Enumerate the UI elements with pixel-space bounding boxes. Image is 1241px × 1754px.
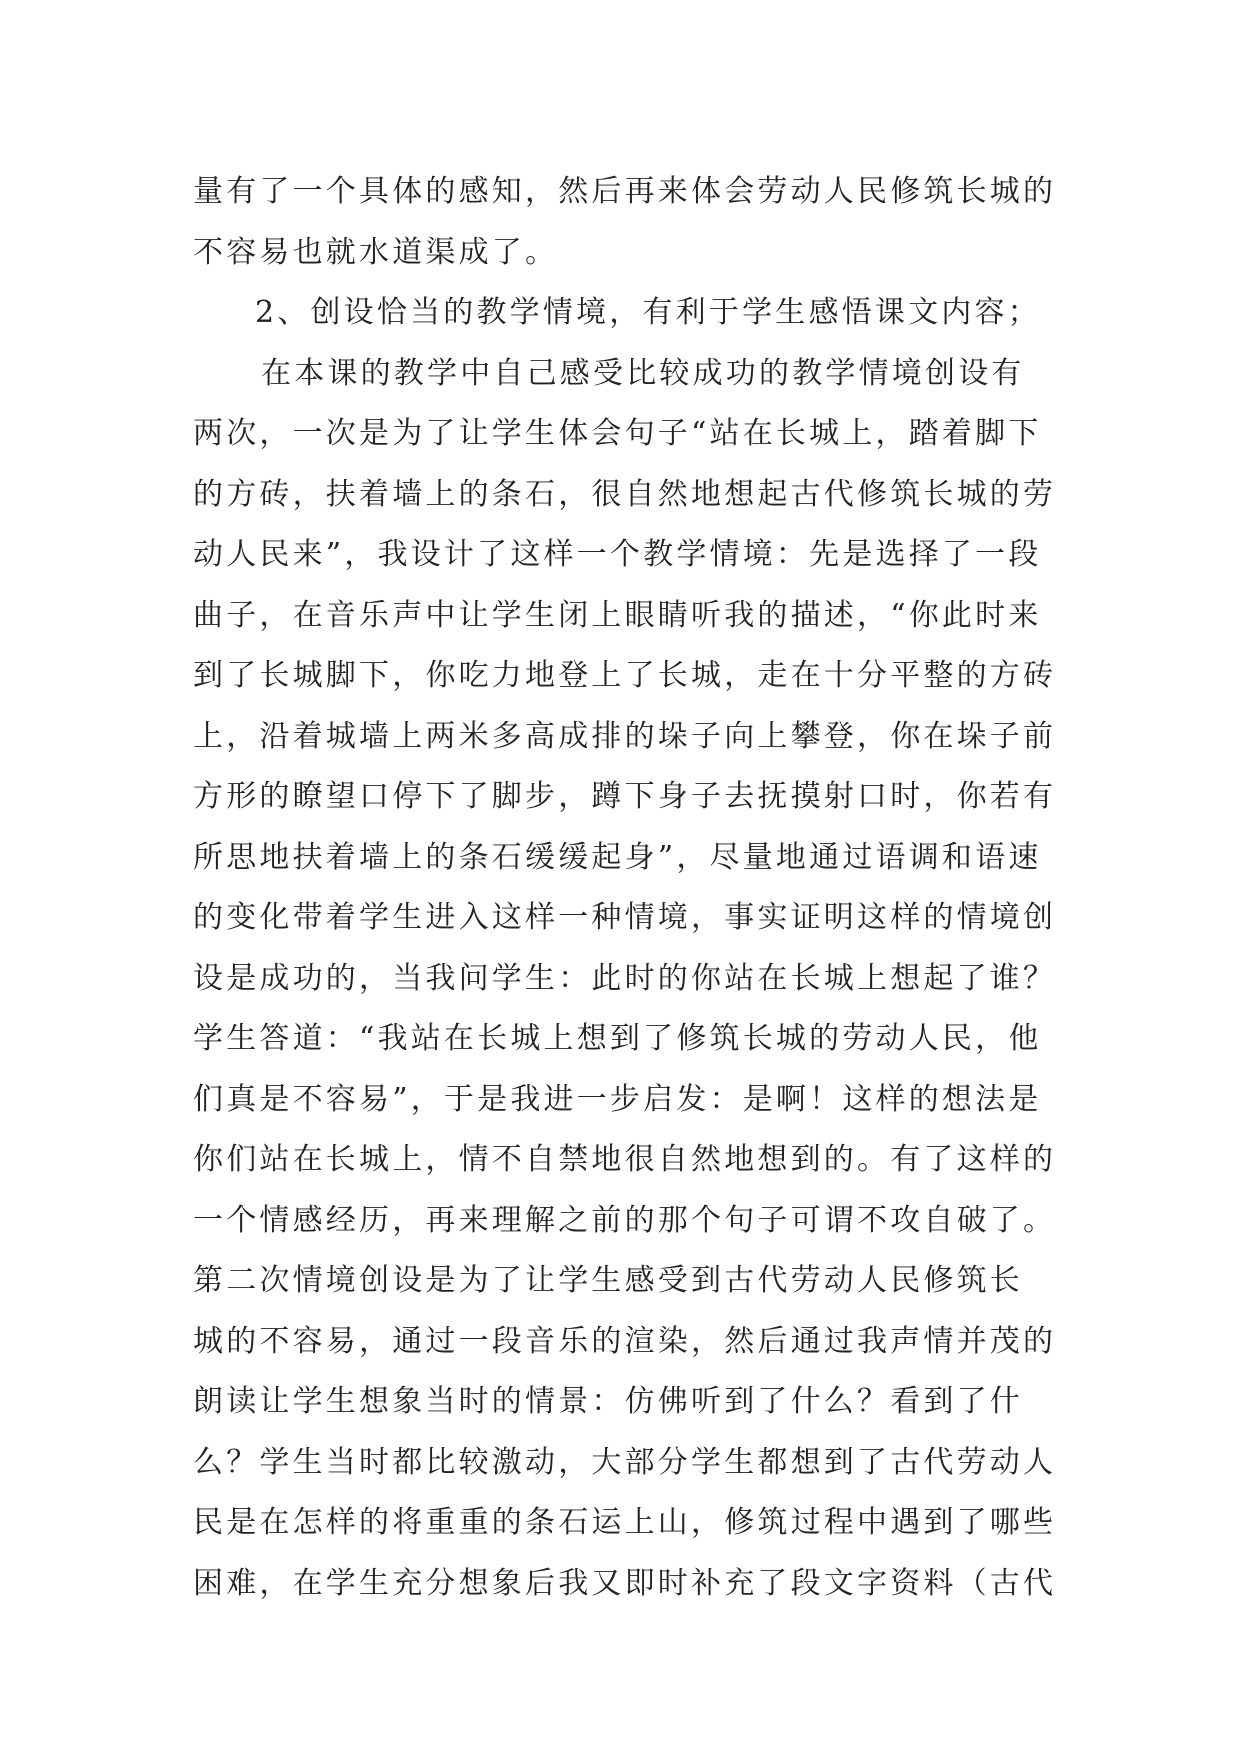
text-line-8: 曲子，在音乐声中让学生闭上眼睛听我的描述，“你此时来 — [193, 597, 1042, 633]
text-line-15: 学生答道：“我站在长城上想到了修筑长城的劳动人民，他 — [193, 1021, 1042, 1056]
text-line-20: 城的不容易，通过一段音乐的渲染，然后通过我声情并茂的 — [193, 1323, 1057, 1359]
text-line-12: 所思地扶着墙上的条石缓缓起身”，尽量地通过语调和语速 — [193, 839, 1042, 875]
text-line-18: 一个情感经历，再来理解之前的那个句子可谓不攻自破了。 — [193, 1202, 1057, 1238]
text-line-2: 不容易也就水道渠成了。 — [193, 234, 559, 270]
text-line-17: 你们站在长城上，情不自禁地很自然地想到的。有了这样的 — [193, 1142, 1057, 1177]
text-line-19: 第二次情境创设是为了让学生感受到古代劳动人民修筑长 — [193, 1263, 1023, 1298]
text-line-6: 的方砖，扶着墙上的条石，很自然地想起古代修筑长城的劳 — [193, 476, 1057, 512]
text-line-11: 方形的瞭望口停下了脚步，蹲下身子去抚摸射口时，你若有 — [193, 779, 1057, 814]
text-line-21: 朗读让学生想象当时的情景：仿佛听到了什么？看到了什 — [193, 1384, 1023, 1419]
text-line-9: 到了长城脚下，你吃力地登上了长城，走在十分平整的方砖 — [193, 658, 1057, 693]
text-line-1: 量有了一个具体的感知，然后再来体会劳动人民修筑长城的 — [193, 174, 1057, 209]
text-line-23: 民是在怎样的将重重的条石运上山，修筑过程中遇到了哪些 — [193, 1505, 1057, 1540]
text-line-5: 两次，一次是为了让学生体会句子“站在长城上，踏着脚下 — [193, 416, 1042, 451]
paragraph-start: 在本课的教学中自己感受比较成功的教学情境创设有 — [261, 355, 1025, 391]
body-text — [193, 162, 1057, 1614]
text-line-22: 么？学生当时都比较激动，大部分学生都想到了古代劳动人 — [193, 1444, 1057, 1480]
text-line-14: 设是成功的，当我问学生：此时的你站在长城上想起了谁？ — [193, 960, 1057, 996]
section-heading: 2、创设恰当的教学情境，有利于学生感悟课文内容； — [255, 295, 1041, 330]
text-line-10: 上，沿着城墙上两米多高成排的垛子向上攀登，你在垛子前 — [193, 718, 1057, 754]
text-line-13: 的变化带着学生进入这样一种情境，事实证明这样的情境创 — [193, 900, 1057, 935]
text-line-7: 动人民来”，我设计了这样一个教学情境：先是选择了一段 — [193, 537, 1042, 572]
text-line-24: 困难，在学生充分想象后我又即时补充了段文字资料（古代 — [193, 1565, 1057, 1601]
text-line-16: 们真是不容易”，于是我进一步启发：是啊！这样的想法是 — [193, 1081, 1042, 1117]
